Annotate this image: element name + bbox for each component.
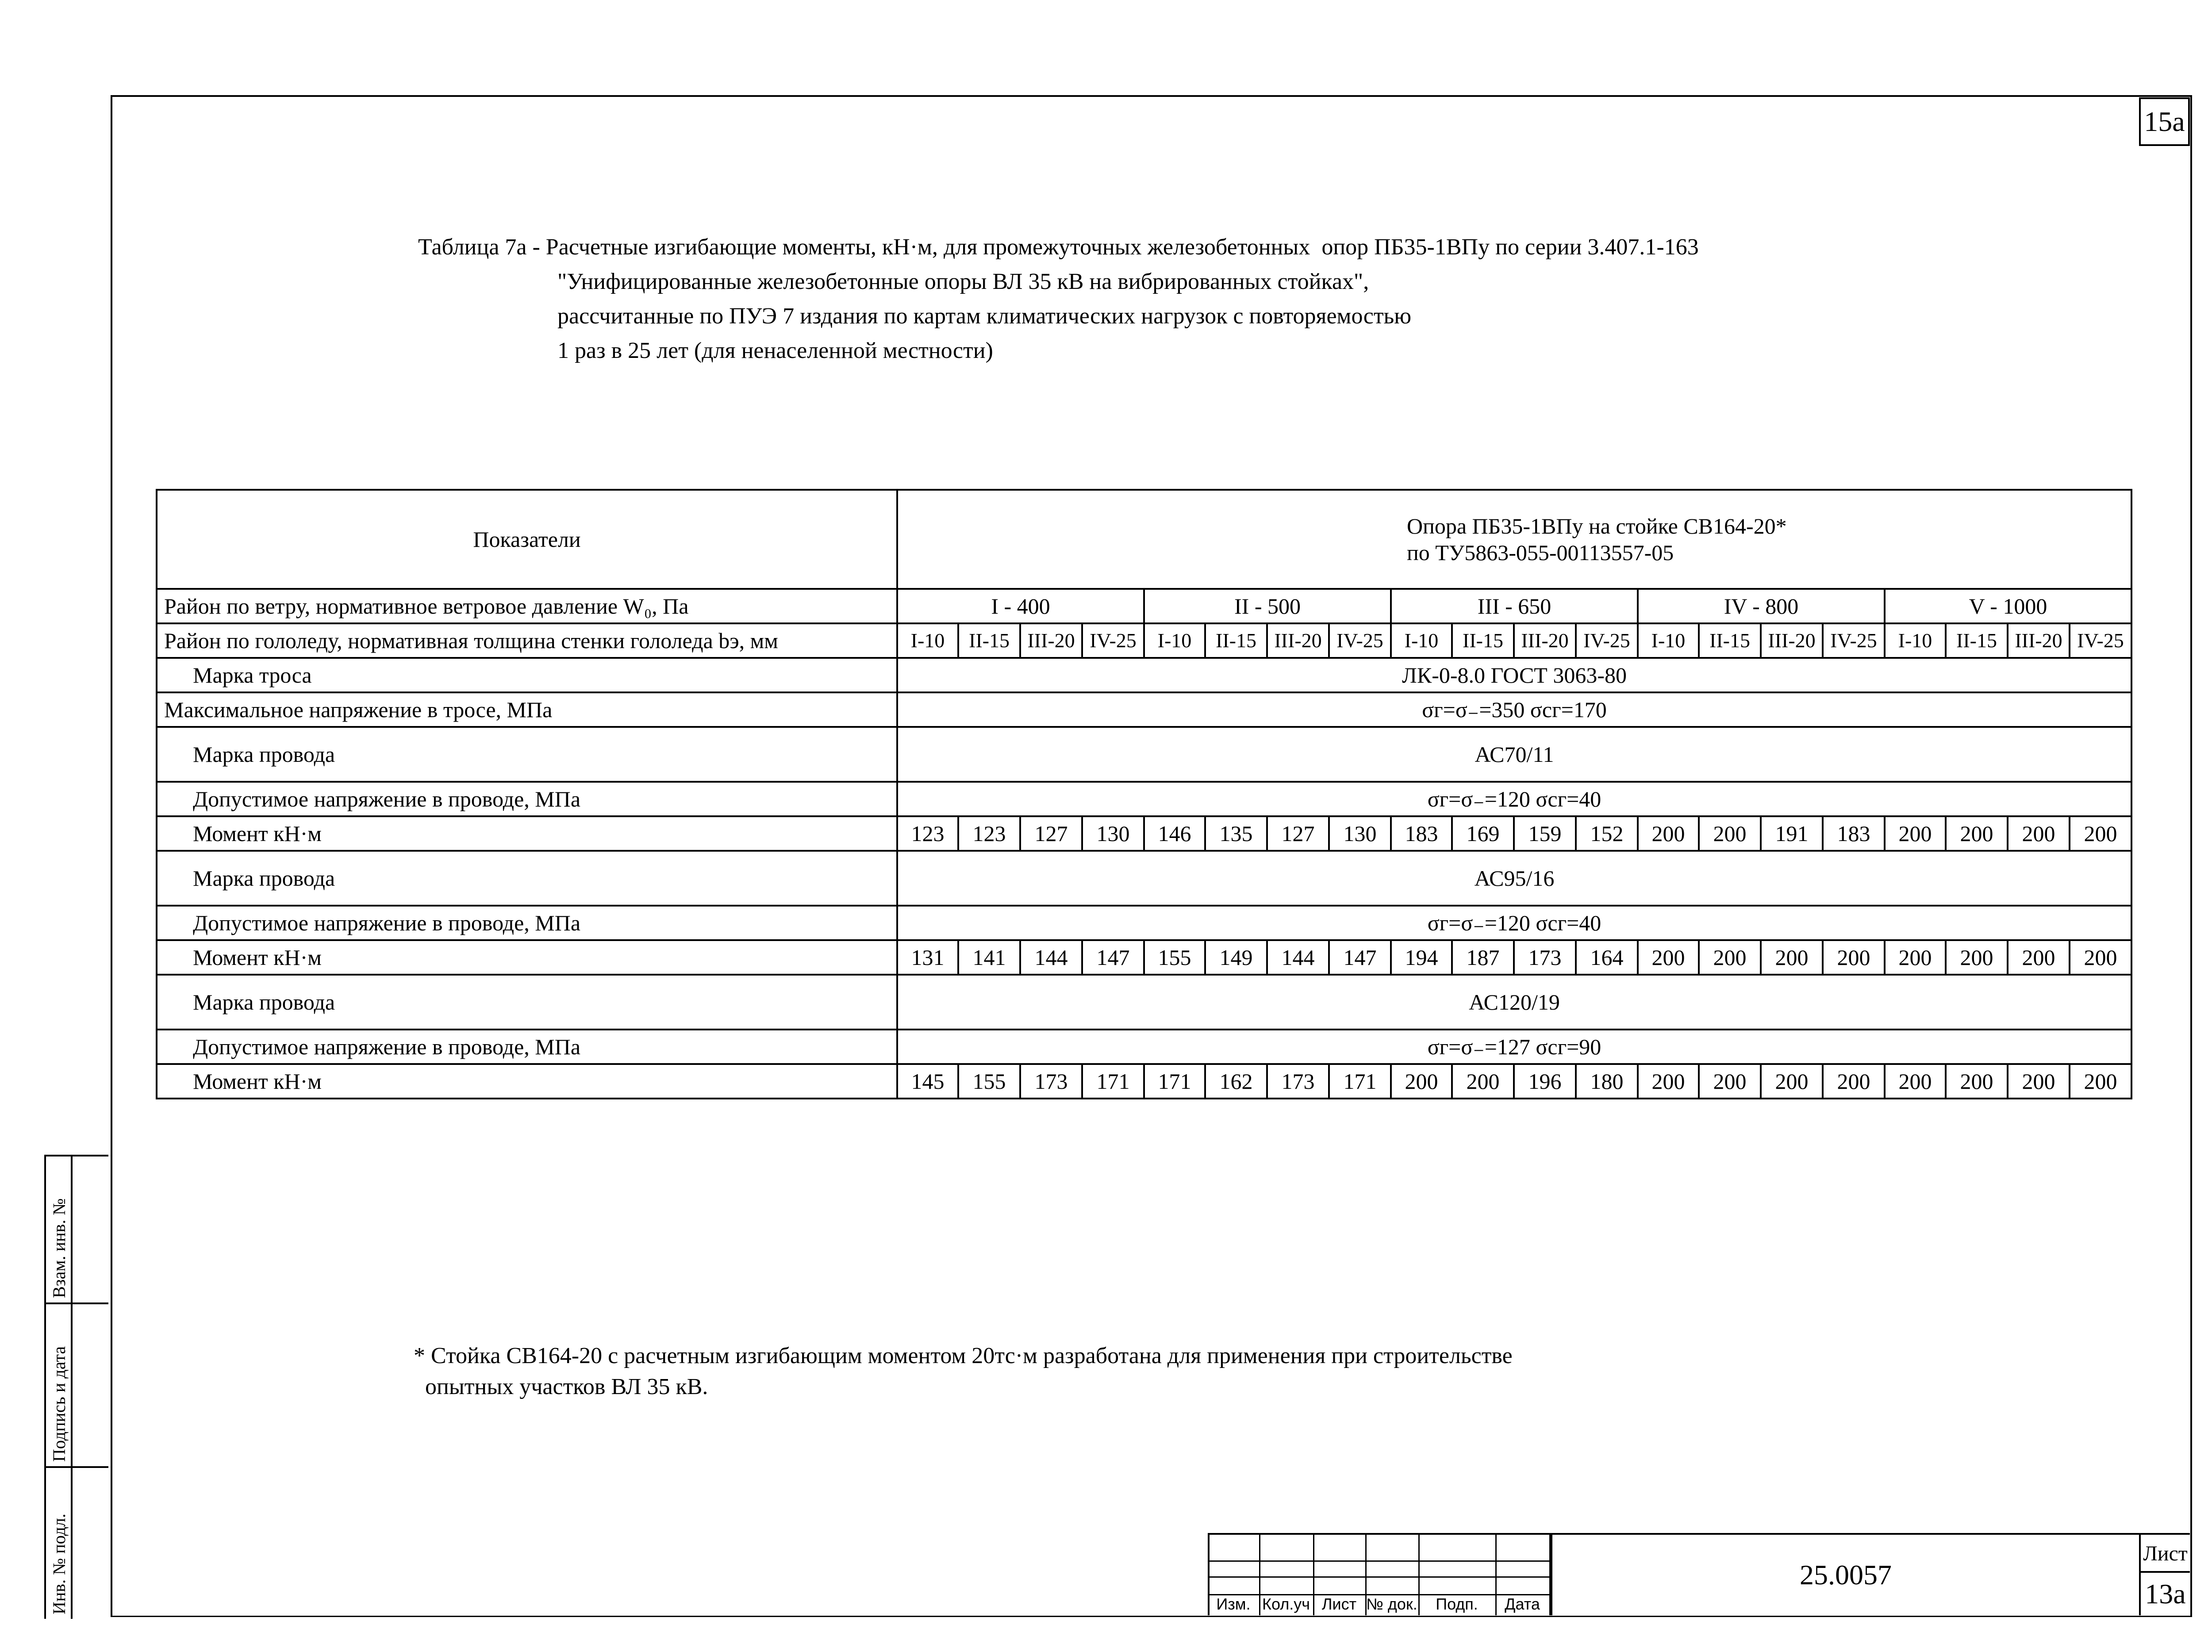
ice-region: III-20 [1514, 623, 1576, 658]
ice-region: I-10 [897, 623, 958, 658]
title-line-3: рассчитанные по ПУЭ 7 издания по картам климатических нагрузок с повторяемостью [557, 304, 1412, 329]
table-title [418, 230, 1699, 368]
moment-value: 171 [1144, 1064, 1205, 1099]
allowed-tension-value: σг=σ₋=120 σсг=40 [897, 906, 2131, 940]
moment-value: 162 [1205, 1064, 1267, 1099]
moment-value: 173 [1020, 1064, 1082, 1099]
moment-value: 147 [1329, 940, 1391, 975]
wire-value: АС95/16 [897, 851, 2131, 906]
stamp-labels [1208, 1595, 1551, 1615]
ice-region: II-15 [1205, 623, 1267, 658]
document-number: 25.0057 [1551, 1533, 2139, 1615]
moment-value: 147 [1082, 940, 1144, 975]
table-row [157, 906, 2131, 940]
ice-region: IV-25 [1329, 623, 1391, 658]
wind-region: V - 1000 [1885, 589, 2131, 623]
wire-label: Марка провода [157, 851, 897, 906]
stamp-label-date: Дата [1505, 1595, 1540, 1613]
moment-value: 127 [1020, 816, 1082, 851]
table-row [157, 940, 2131, 975]
ice-region: I-10 [1391, 623, 1452, 658]
moment-value: 200 [1823, 940, 1885, 975]
moment-value: 183 [1823, 816, 1885, 851]
ice-region: I-10 [1638, 623, 1699, 658]
moment-value: 191 [1761, 816, 1823, 851]
strip-label-vzam: Взам. инв. № [49, 1198, 69, 1298]
table-row [157, 490, 2131, 589]
strip-label-podpis: Подпись и дата [49, 1346, 69, 1462]
footnote-line-1: * Стойка СВ164-20 с расчетным изгибающим моментом 20тс·м разработана для применения при строительстве [414, 1343, 1513, 1368]
moment-value: 152 [1576, 816, 1638, 851]
cable-label: Марка троса [157, 658, 897, 692]
stamp-label-kolvo: Кол.уч [1262, 1595, 1310, 1613]
ice-label: Район по гололеду, нормативная толщина стенки гололеда bэ, мм [157, 623, 897, 658]
wind-region: IV - 800 [1638, 589, 1885, 623]
moment-value: 145 [897, 1064, 958, 1099]
wire-label: Марка провода [157, 727, 897, 782]
moment-value: 155 [958, 1064, 1020, 1099]
title-line-1: Таблица 7а - Расчетные изгибающие моменты, кН·м, для промежуточных железобетонных опор ПБ35-1ВПу по серии 3.407.1-163 [418, 234, 1699, 260]
ice-region: II-15 [1452, 623, 1514, 658]
strip-label-inv: Инв. № подл. [49, 1514, 69, 1614]
moment-value: 135 [1205, 816, 1267, 851]
moment-value: 146 [1144, 816, 1205, 851]
moments-table [156, 489, 2132, 1099]
moment-value: 183 [1391, 816, 1452, 851]
moment-value: 164 [1576, 940, 1638, 975]
moment-value: 200 [1638, 816, 1699, 851]
moment-label: Момент кН·м [157, 1064, 897, 1099]
sheet-box [2139, 1533, 2190, 1615]
stamp-label-podp: Подп. [1436, 1595, 1478, 1613]
ice-region: III-20 [1267, 623, 1329, 658]
allowed-tension-label: Допустимое напряжение в проводе, МПа [157, 782, 897, 816]
ice-region: IV-25 [1082, 623, 1144, 658]
moment-value: 194 [1391, 940, 1452, 975]
left-margin-strip [44, 1155, 108, 1617]
allowed-tension-label: Допустимое напряжение в проводе, МПа [157, 1030, 897, 1064]
ice-region: II-15 [1699, 623, 1761, 658]
moment-value: 200 [1946, 816, 2008, 851]
ice-region: IV-25 [1576, 623, 1638, 658]
table-row [157, 658, 2131, 692]
moment-value: 141 [958, 940, 1020, 975]
moment-value: 123 [897, 816, 958, 851]
moment-value: 123 [958, 816, 1020, 851]
moment-value: 200 [1885, 816, 1946, 851]
cable-value: ЛК-0-8.0 ГОСТ 3063-80 [897, 658, 2131, 692]
sheet-number-top: 15а [2139, 97, 2190, 146]
moment-value: 144 [1020, 940, 1082, 975]
moment-value: 149 [1205, 940, 1267, 975]
moment-value: 200 [1761, 1064, 1823, 1099]
moment-value: 200 [2070, 1064, 2131, 1099]
allowed-tension-value: σг=σ₋=120 σсг=40 [897, 782, 2131, 816]
moment-value: 200 [2008, 940, 2070, 975]
moment-value: 187 [1452, 940, 1514, 975]
table-row [157, 851, 2131, 906]
stamp-label-izm: Изм. [1216, 1595, 1251, 1613]
moment-value: 200 [1638, 1064, 1699, 1099]
moment-value: 159 [1514, 816, 1576, 851]
moment-value: 200 [1699, 816, 1761, 851]
moment-value: 130 [1329, 816, 1391, 851]
max-tension-label: Максимальное напряжение в тросе, МПа [157, 692, 897, 727]
allowed-tension-label: Допустимое напряжение в проводе, МПа [157, 906, 897, 940]
moment-value: 171 [1082, 1064, 1144, 1099]
moment-value: 171 [1329, 1064, 1391, 1099]
moment-value: 200 [1638, 940, 1699, 975]
moment-value: 200 [1946, 1064, 2008, 1099]
moment-value: 173 [1514, 940, 1576, 975]
ice-region: II-15 [958, 623, 1020, 658]
footnote-line-2: опытных участков ВЛ 35 кВ. [414, 1374, 708, 1399]
wind-label: Район по ветру, нормативное ветровое давление W₀, Па [157, 589, 897, 623]
moment-value: 180 [1576, 1064, 1638, 1099]
moment-value: 127 [1267, 816, 1329, 851]
table-row [157, 589, 2131, 623]
moment-value: 200 [1391, 1064, 1452, 1099]
allowed-tension-value: σг=σ₋=127 σсг=90 [897, 1030, 2131, 1064]
table-row [157, 623, 2131, 658]
table-row [157, 782, 2131, 816]
moment-value: 173 [1267, 1064, 1329, 1099]
title-line-4: 1 раз в 25 лет (для ненаселенной местности) [557, 338, 993, 363]
moment-value: 200 [1699, 1064, 1761, 1099]
ice-region: IV-25 [2070, 623, 2131, 658]
header-support-line-1: Опора ПБ35-1ВПу на стойке СВ164-20* [1407, 514, 1787, 538]
moment-value: 200 [2008, 816, 2070, 851]
table-row [157, 727, 2131, 782]
ice-region: I-10 [1144, 623, 1205, 658]
moment-value: 200 [1946, 940, 2008, 975]
wire-value: АС70/11 [897, 727, 2131, 782]
moment-value: 200 [2070, 816, 2131, 851]
wire-label: Марка провода [157, 975, 897, 1030]
wire-value: АС120/19 [897, 975, 2131, 1030]
moment-value: 196 [1514, 1064, 1576, 1099]
ice-region: III-20 [1020, 623, 1082, 658]
moment-value: 130 [1082, 816, 1144, 851]
table-row [157, 1064, 2131, 1099]
moment-value: 200 [1699, 940, 1761, 975]
moment-value: 200 [1452, 1064, 1514, 1099]
header-indicators: Показатели [157, 490, 897, 589]
ice-region: IV-25 [1823, 623, 1885, 658]
sheet-label: Лист [2141, 1535, 2190, 1573]
moment-value: 200 [1823, 1064, 1885, 1099]
ice-region: III-20 [1761, 623, 1823, 658]
moment-label: Момент кН·м [157, 940, 897, 975]
moment-value: 155 [1144, 940, 1205, 975]
header-support [897, 490, 2131, 589]
moment-value: 200 [2008, 1064, 2070, 1099]
moment-value: 200 [1761, 940, 1823, 975]
ice-region: III-20 [2008, 623, 2070, 658]
moment-value: 200 [1885, 1064, 1946, 1099]
ice-region: I-10 [1885, 623, 1946, 658]
header-support-line-2: по ТУ5863-055-00113557-05 [1407, 540, 1674, 565]
moment-value: 131 [897, 940, 958, 975]
moment-value: 169 [1452, 816, 1514, 851]
max-tension-value: σг=σ₋=350 σсг=170 [897, 692, 2131, 727]
table-row [157, 692, 2131, 727]
moment-label: Момент кН·м [157, 816, 897, 851]
moment-value: 200 [2070, 940, 2131, 975]
wind-region: I - 400 [897, 589, 1144, 623]
wind-region: III - 650 [1391, 589, 1638, 623]
table-row [157, 816, 2131, 851]
moment-value: 200 [1885, 940, 1946, 975]
stamp-label-doc: № док. [1366, 1595, 1417, 1613]
table-row [157, 1030, 2131, 1064]
footnote [414, 1341, 1513, 1402]
table-row [157, 975, 2131, 1030]
wind-region: II - 500 [1144, 589, 1391, 623]
sheet-value: 13а [2145, 1578, 2186, 1610]
title-line-2: "Унифицированные железобетонные опоры ВЛ 35 кВ на вибрированных стойках", [557, 269, 1369, 294]
stamp-label-list: Лист [1321, 1595, 1357, 1613]
moment-value: 144 [1267, 940, 1329, 975]
ice-region: II-15 [1946, 623, 2008, 658]
